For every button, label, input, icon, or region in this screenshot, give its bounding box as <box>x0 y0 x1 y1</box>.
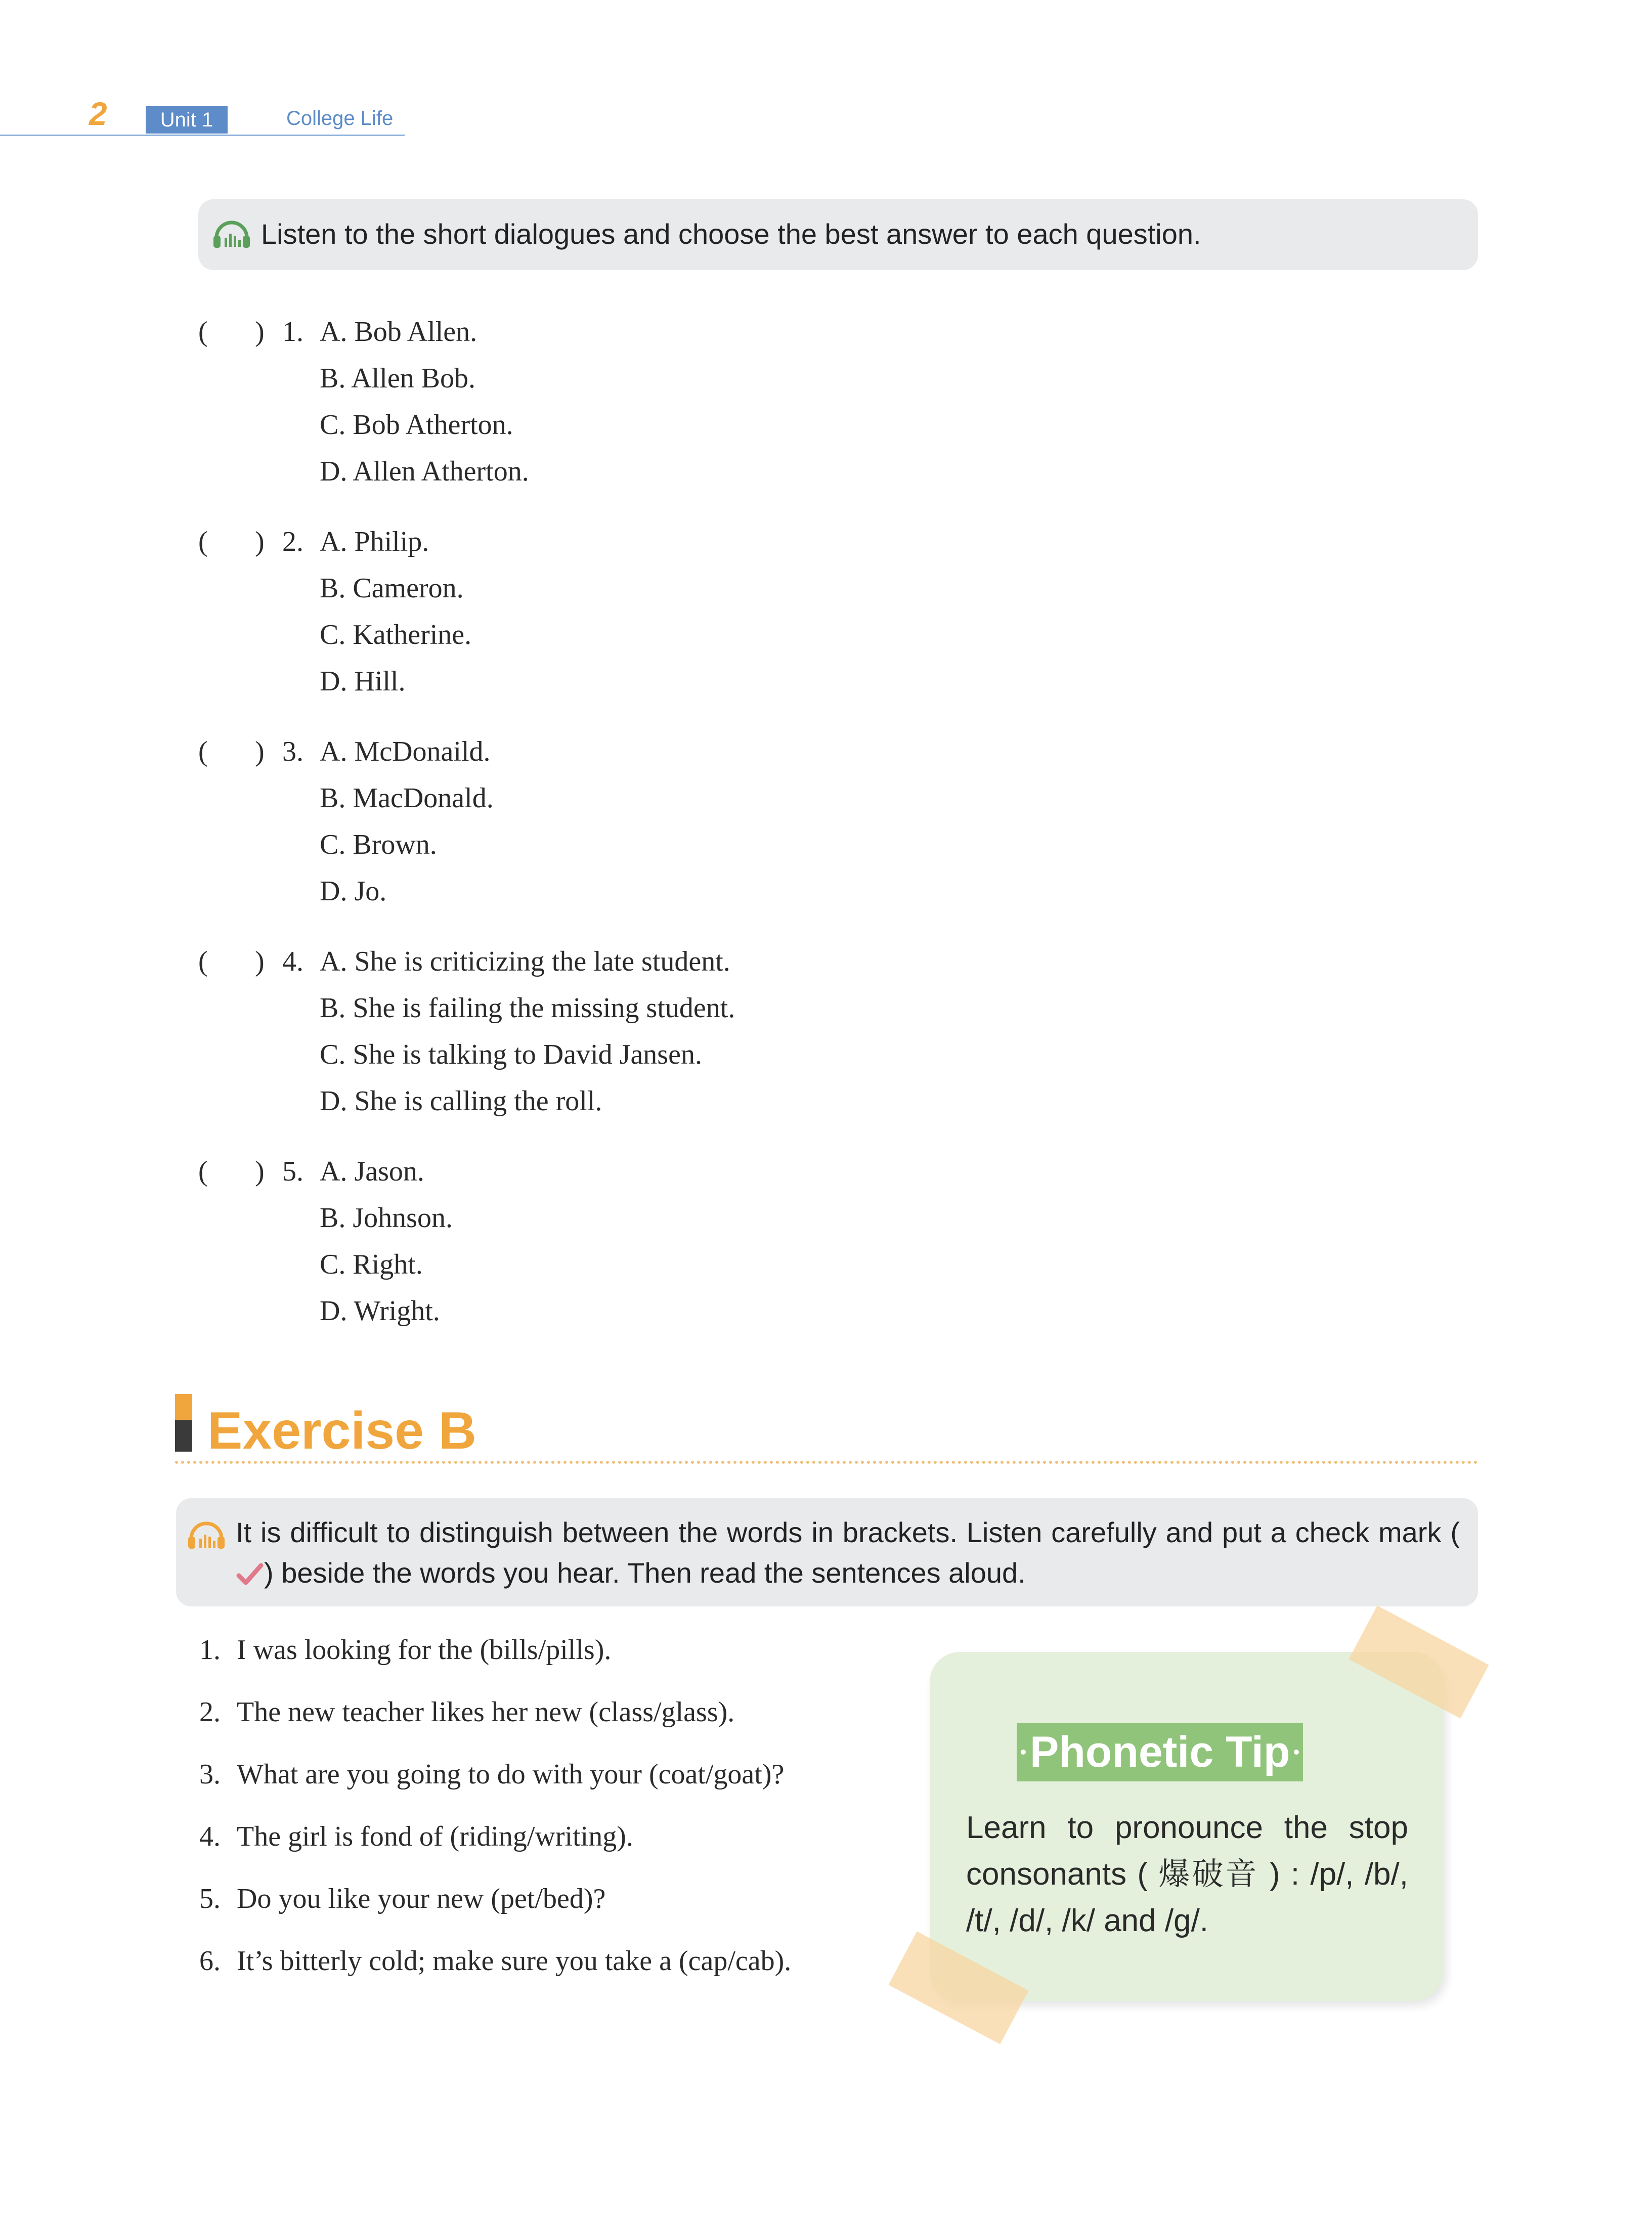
header-rule <box>0 135 405 136</box>
option-b: B. Allen Bob. <box>320 363 476 394</box>
option-a: A. Jason. <box>320 1156 424 1187</box>
unit-label: Unit 1 <box>146 106 228 134</box>
exercise-a-instruction: Listen to the short dialogues and choose the best answer to each question. <box>261 218 1201 250</box>
option-c: C. She is talking to David Jansen. <box>320 1039 702 1070</box>
headphones-icon <box>212 217 251 256</box>
title-dot-left <box>1021 1750 1026 1755</box>
question-number: 3. <box>282 736 303 767</box>
option-c: C. Right. <box>320 1249 423 1280</box>
dotted-divider <box>175 1461 1478 1464</box>
answer-bracket-close: ) <box>255 946 265 977</box>
answer-bracket-close: ) <box>255 316 265 347</box>
headphones-icon <box>187 1518 226 1557</box>
option-c: C. Bob Atherton. <box>320 409 513 441</box>
option-c: C. Brown. <box>320 829 437 860</box>
exercise-b-title: Exercise B <box>207 1402 476 1460</box>
sentence-number: 3. <box>199 1759 221 1790</box>
question-number: 1. <box>282 316 303 347</box>
page-number: 2 <box>89 96 107 132</box>
option-d: D. Jo. <box>320 876 387 907</box>
option-a: A. She is criticizing the late student. <box>320 946 730 977</box>
exercise-a-instruction-box <box>198 199 1478 270</box>
answer-bracket-open: ( <box>198 316 208 347</box>
instruction-part-1: It is difficult to distinguish between the words in brackets. Listen carefully and put a check mark ( <box>236 1516 1460 1548</box>
phonetic-tip-title <box>1017 1723 1303 1781</box>
sentence-number: 4. <box>199 1821 221 1852</box>
section-marker-orange <box>175 1394 192 1420</box>
instruction-part-2: ) beside the words you hear. Then read the sentences aloud. <box>264 1557 1026 1589</box>
answer-bracket-open: ( <box>198 946 208 977</box>
phonetic-tip-body: Learn to pronounce the stop consonants ( 爆破音 ) : /p/, /b/, /t/, /d/, /k/ and /g/. <box>966 1810 1408 1938</box>
option-b: B. She is failing the missing student. <box>320 992 735 1024</box>
question-number: 4. <box>282 946 303 977</box>
sentence-number: 2. <box>199 1696 221 1728</box>
option-b: B. MacDonald. <box>320 782 494 814</box>
question-number: 2. <box>282 526 303 557</box>
sentence-text: It’s bitterly cold; make sure you take a (cap/cab). <box>237 1945 792 1977</box>
option-b: B. Johnson. <box>320 1202 453 1234</box>
title-dot-right <box>1294 1750 1299 1755</box>
option-d: D. She is calling the roll. <box>320 1085 602 1117</box>
sentence-number: 6. <box>199 1945 221 1977</box>
sentence-text: Do you like your new (pet/bed)? <box>237 1883 606 1914</box>
sentence-text: What are you going to do with your (coat/goat)? <box>237 1759 785 1790</box>
option-b: B. Cameron. <box>320 573 464 604</box>
section-marker-dark <box>175 1420 192 1452</box>
option-a: A. Bob Allen. <box>320 316 477 347</box>
answer-bracket-close: ) <box>255 1156 265 1187</box>
sentence-number: 1. <box>199 1634 221 1666</box>
answer-bracket-open: ( <box>198 736 208 767</box>
option-a: A. Philip. <box>320 526 429 557</box>
option-c: C. Katherine. <box>320 619 472 650</box>
answer-bracket-close: ) <box>255 526 265 557</box>
option-d: D. Hill. <box>320 666 406 697</box>
sentence-text: The girl is fond of (riding/writing). <box>237 1821 633 1852</box>
sentence-text: The new teacher likes her new (class/glass). <box>237 1696 735 1728</box>
sentence-number: 5. <box>199 1883 221 1914</box>
option-d: D. Wright. <box>320 1295 440 1327</box>
check-mark-icon <box>236 1557 264 1589</box>
phonetic-tip-title-text: Phonetic Tip <box>1030 1728 1290 1776</box>
answer-bracket-open: ( <box>198 1156 208 1187</box>
question-number: 5. <box>282 1156 303 1187</box>
exercise-b-instruction-box <box>176 1498 1478 1606</box>
option-d: D. Allen Atherton. <box>320 456 529 487</box>
sentence-text: I was looking for the (bills/pills). <box>237 1634 612 1666</box>
option-a: A. McDonaild. <box>320 736 491 767</box>
answer-bracket-close: ) <box>255 736 265 767</box>
exercise-b-instruction <box>236 1512 1460 1593</box>
unit-title: College Life <box>286 107 394 129</box>
answer-bracket-open: ( <box>198 526 208 557</box>
